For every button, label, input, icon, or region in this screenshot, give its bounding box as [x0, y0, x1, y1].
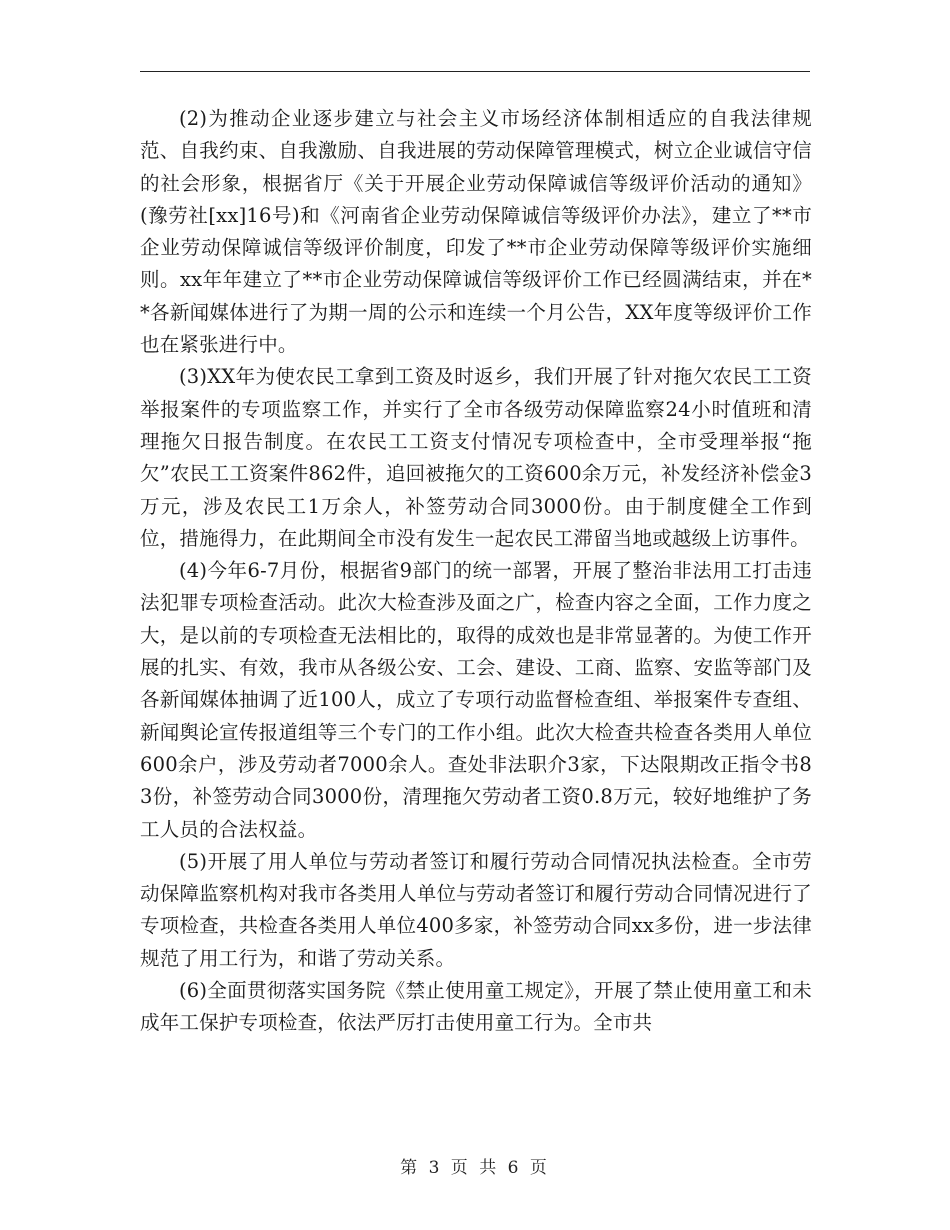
paragraph-5: (5)开展了用人单位与劳动者签订和履行劳动合同情况执法检查。全市劳动保障监察机构对我市各类用人单位与劳动者签订和履行劳动合同情况进行了专项检查，共检查各类用人单位400多家，补签劳动合同xx多份，进一步法律规范了用工行为，和谐了劳动关系。	[140, 849, 812, 970]
page-footer: 第 3 页 共 6 页	[400, 1158, 550, 1178]
header-rule	[140, 71, 810, 72]
paragraph-3: (3)XX年为使农民工拿到工资及时返乡，我们开展了针对拖欠农民工工资举报案件的专项监察工作，并实行了全市各级劳动保障监察24小时值班和清理拖欠日报告制度。在农民工工资支付情况专项检查中，全市受理举报“拖欠”农民工工资案件862件，追回被拖欠的工资600余万元，补发经济补偿金3万元，涉及农民工1万余人，补签劳动合同3000份。由于制度健全工作到位，措施得力，在此期间全市没有发生一起农民工滞留当地或越级上访事件。	[140, 365, 812, 550]
paragraph-6: (6)全面贯彻落实国务院《禁止使用童工规定》，开展了禁止使用童工和未成年工保护专项检查，依法严厉打击使用童工行为。全市共	[140, 979, 812, 1035]
paragraph-2: (2)为推动企业逐步建立与社会主义市场经济体制相适应的自我法律规范、自我约束、自我激励、自我进展的劳动保障管理模式，树立企业诚信守信的社会形象，根据省厅《关于开展企业劳动保障诚信等级评价活动的通知》(豫劳社[xx]16号)和《河南省企业劳动保障诚信等级评价办法》，建立了**市企业劳动保障诚信等级评价制度，印发了**市企业劳动保障等级评价实施细则。xx年年建立了**市企业劳动保障诚信等级评价工作已经圆满结束，并在**各新闻媒体进行了为期一周的公示和连续一个月公告，XX年度等级评价工作也在紧张进行中。	[140, 107, 812, 357]
document-body	[140, 103, 812, 1040]
paragraph-4: (4)今年6-7月份，根据省9部门的统一部署，开展了整治非法用工打击违法犯罪专项检查活动。此次大检查涉及面之广，检查内容之全面，工作力度之大，是以前的专项检查无法相比的，取得的成效也是非常显著的。为使工作开展的扎实、有效，我市从各级公安、工会、建设、工商、监察、安监等部门及各新闻媒体抽调了近100人，成立了专项行动监督检查组、举报案件专查组、新闻舆论宣传报道组等三个专门的工作小组。此次大检查共检查各类用人单位600余户，涉及劳动者7000余人。查处非法职介3家，下达限期改正指令书83份，补签劳动合同3000份，清理拖欠劳动者工资0.8万元，较好地维护了务工人员的合法权益。	[140, 559, 812, 841]
